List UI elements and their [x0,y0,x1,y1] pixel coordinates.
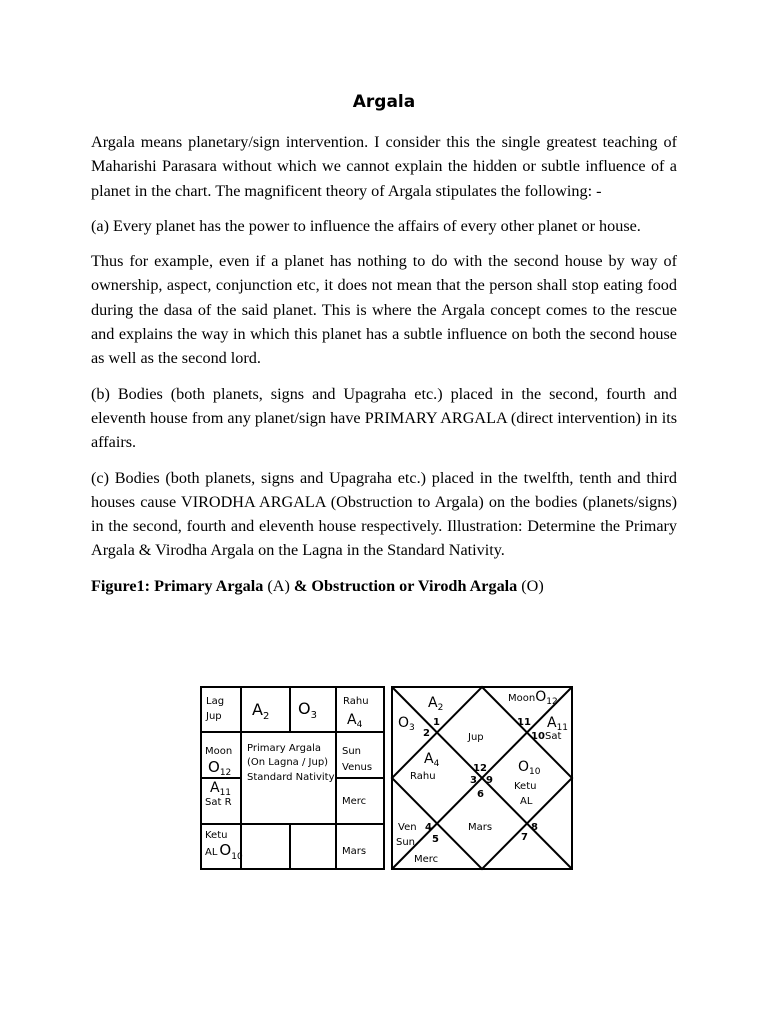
nc-h12: 12 [473,763,487,774]
sc-a11: $A_{11}$ [210,780,232,798]
nc-h11: 11 [517,717,531,728]
sc-o12: $O_{12}$ [208,758,232,778]
sc-venus: Venus [342,762,373,773]
nc-merc: Merc [414,854,439,865]
nc-ven: Ven [398,822,417,833]
body-text [91,130,677,598]
nc-h6: 6 [477,789,484,800]
paragraph-c: (c) Bodies (both planets, signs and Upagraha etc.) placed in the twelfth, tenth and third houses cause VIRODHA ARGALA (Obstruction to Argala) on the bodies (planets/signs) in the second, fourth and eleventh house respectively. Illustration: Determine the Primary Argala & Virodha Argala on the Lagna in the Standard Nativity. [91,468,677,560]
sc-merc: Merc [342,796,367,807]
nc-o10: $O_{10}$ [518,759,541,777]
sc-o3: $O_3$ [298,699,317,721]
sc-a2: $A_2$ [252,700,270,722]
paragraph-a: (a) Every planet has the power to influence the affairs of every other planet or house. [91,216,641,235]
nc-h10: 10 [531,731,545,742]
nc-h7: 7 [521,832,528,843]
sc-sun: Sun [342,746,362,757]
sc-center-2: (On Lagna / Jup) [247,757,329,768]
paragraph-intro: Argala means planetary/sign intervention. I consider this the single greatest teaching of Maharishi Parasara without which we cannot explain the hidden or subtle influence of a planet in the chart. The magnificent theory of Argala stipulates the following: - [91,133,677,200]
nc-sat: Sat [545,731,562,742]
nc-h5: 5 [432,834,439,845]
nc-moon-o12: MoonO12 [508,689,558,707]
nc-h8: 8 [531,822,538,833]
sc-lag: Lag [206,696,225,707]
paragraph-example: Thus for example, even if a planet has nothing to do with the second house by way of ownership, aspect, conjunction etc, it does not mean that the person shall stop eating food during the dasa of the said planet. This is where the Argala concept comes to the rescue and explains the way in which this planet has a subtle influence on both the second house as well as the second lord. [91,252,677,368]
sc-moon: Moon [205,746,233,757]
nc-sun: Sun [396,837,416,848]
nc-jup: Jup [468,732,484,743]
nc-rahu: Rahu [410,771,436,782]
nc-o3: $O_3$ [398,715,415,733]
paragraph-b: (b) Bodies (both planets, signs and Upagraha etc.) placed in the second, fourth and eleventh house from any planet/sign have PRIMARY ARGALA (direct intervention) in its affairs. [91,384,677,452]
sc-rahu: Rahu [343,696,369,707]
nc-al: AL [520,796,533,807]
page-title: Argala [352,92,416,112]
nc-h3: 3 [470,775,477,786]
sc-ketu: Ketu [205,830,228,841]
nc-mars: Mars [468,822,493,833]
sc-jup: Jup [206,711,222,722]
nc-h9: 9 [486,775,493,786]
sc-al-o10: AL O10 [205,841,243,862]
nc-a4: $A_4$ [424,751,440,769]
nc-ketu: Ketu [514,781,537,792]
sc-mars: Mars [342,846,367,857]
north-indian-chart [390,685,574,871]
sc-satr: Sat R [205,797,232,808]
south-indian-chart [200,686,385,870]
nc-a2: $A_2$ [428,695,444,713]
sc-a4: $A_4$ [347,712,363,730]
nc-h4: 4 [425,822,432,833]
nc-h1: 1 [433,717,440,728]
figure-caption: Figure1: Primary Argala (A) & Obstruction or Virodh Argala (O) [91,576,544,595]
nc-h2: 2 [423,728,430,739]
sc-center-3: Standard Nativity [247,772,335,783]
nc-a11: $A_{11}$ [547,715,569,733]
sc-center-1: Primary Argala [247,743,321,754]
